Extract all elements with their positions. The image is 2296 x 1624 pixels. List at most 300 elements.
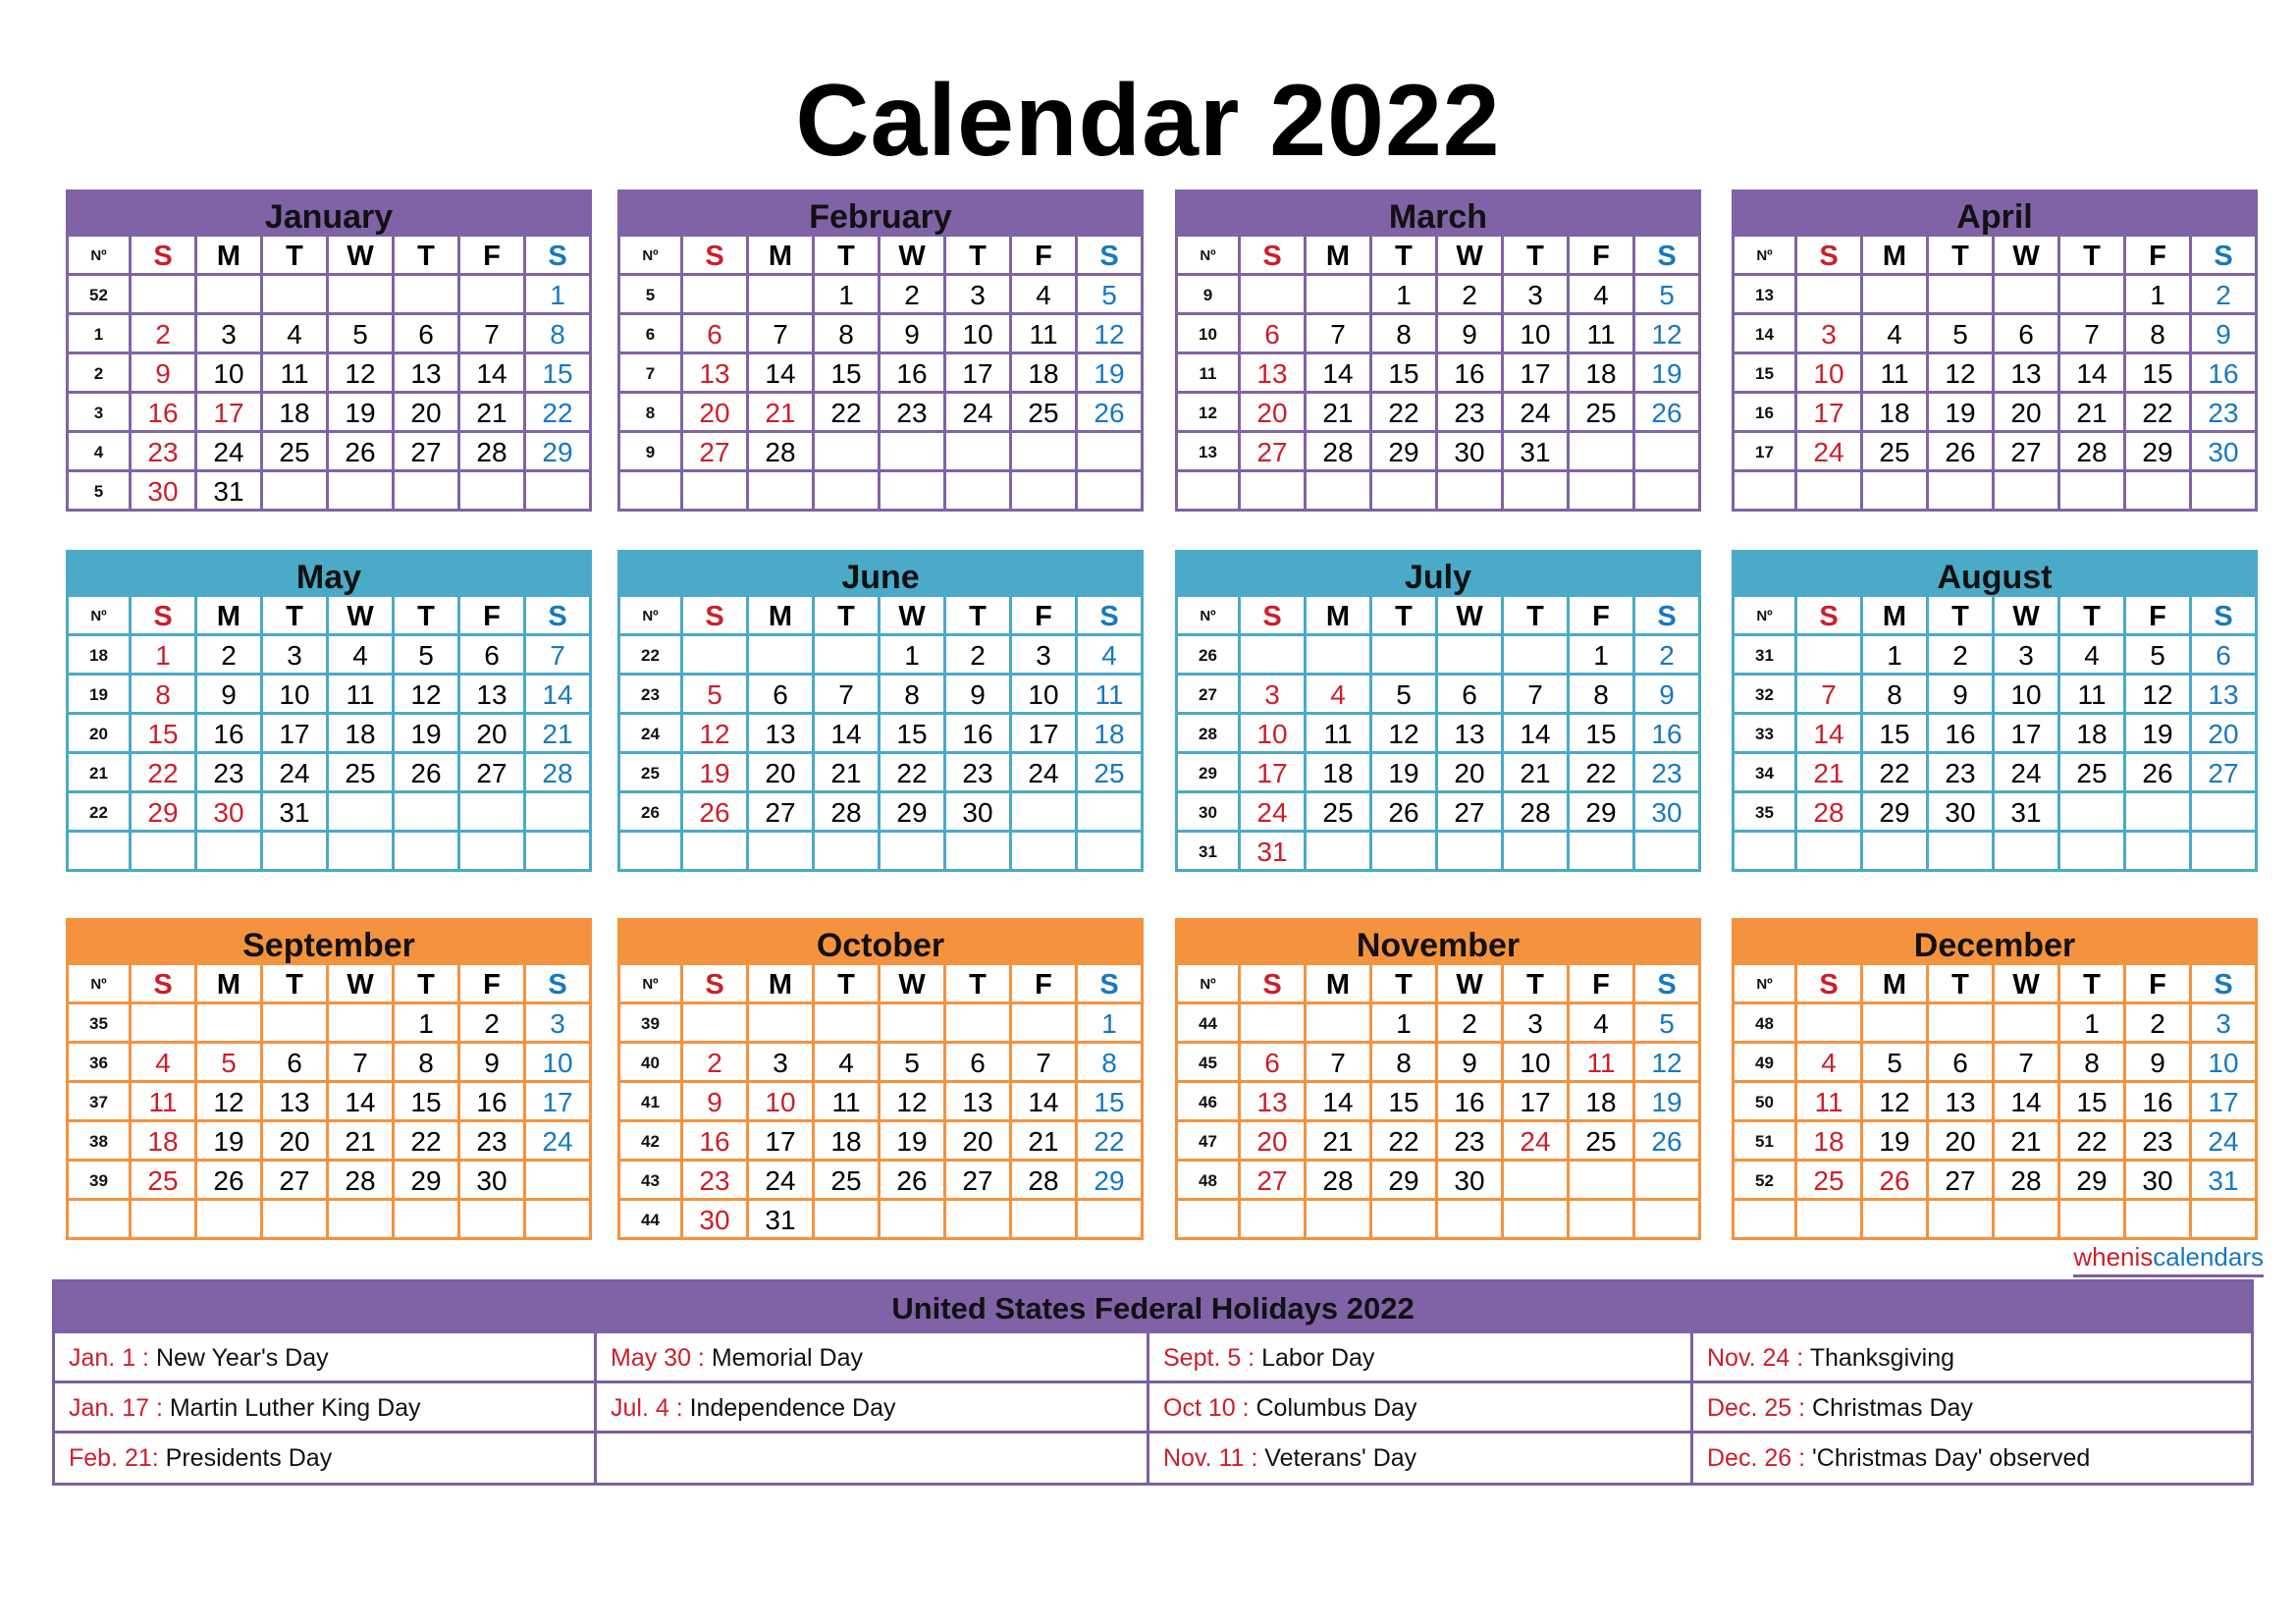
day-cell xyxy=(683,833,749,872)
week-number xyxy=(1732,1201,1797,1240)
day-cell: 9 xyxy=(946,676,1012,715)
week-number-header: Nº xyxy=(617,965,683,1004)
day-cell: 10 xyxy=(526,1044,592,1083)
day-cell: 13 xyxy=(683,354,749,394)
day-cell xyxy=(1504,833,1570,872)
day-cell: 10 xyxy=(2192,1044,2258,1083)
day-cell: 16 xyxy=(1929,715,1995,754)
day-cell: 30 xyxy=(460,1162,526,1201)
day-cell: 23 xyxy=(1635,754,1701,793)
day-cell xyxy=(881,433,946,472)
weekday-header: T xyxy=(1504,597,1570,636)
day-cell: 29 xyxy=(1570,793,1635,833)
month-march xyxy=(1175,189,1701,515)
week-number: 35 xyxy=(1732,793,1797,833)
day-cell: 30 xyxy=(683,1201,749,1240)
weekday-header: F xyxy=(1012,597,1078,636)
day-cell: 20 xyxy=(1929,1122,1995,1162)
week-number: 24 xyxy=(617,715,683,754)
weekday-header: F xyxy=(1012,965,1078,1004)
day-cell xyxy=(2126,833,2192,872)
weekday-header: M xyxy=(749,237,815,276)
week-number xyxy=(66,833,132,872)
day-cell: 25 xyxy=(1797,1162,1863,1201)
week-number: 46 xyxy=(1175,1083,1241,1122)
week-number: 44 xyxy=(1175,1004,1241,1044)
holiday-entry xyxy=(55,1434,594,1484)
weekday-header: T xyxy=(1372,237,1438,276)
day-cell xyxy=(881,833,946,872)
month-grid xyxy=(66,597,592,876)
day-cell: 19 xyxy=(329,394,395,433)
day-cell xyxy=(395,1201,460,1240)
day-cell xyxy=(946,433,1012,472)
weekday-header: T xyxy=(263,237,329,276)
day-cell xyxy=(132,833,197,872)
day-cell: 26 xyxy=(1929,433,1995,472)
week-number: 44 xyxy=(617,1201,683,1240)
weekday-header: S xyxy=(1797,965,1863,1004)
day-cell: 12 xyxy=(1635,1044,1701,1083)
week-number: 6 xyxy=(617,315,683,354)
week-number: 48 xyxy=(1732,1004,1797,1044)
day-cell: 15 xyxy=(881,715,946,754)
month-grid xyxy=(1732,597,2258,876)
day-cell: 3 xyxy=(1241,676,1307,715)
holiday-name: Veterans' Day xyxy=(1257,1444,1417,1472)
day-cell: 21 xyxy=(460,394,526,433)
day-cell: 26 xyxy=(881,1162,946,1201)
day-cell xyxy=(197,833,263,872)
week-number: 39 xyxy=(617,1004,683,1044)
day-cell xyxy=(946,472,1012,512)
day-cell: 8 xyxy=(1570,676,1635,715)
week-number: 38 xyxy=(66,1122,132,1162)
holiday-date: Oct 10 : xyxy=(1163,1394,1250,1422)
day-cell: 8 xyxy=(526,315,592,354)
day-cell: 8 xyxy=(815,315,881,354)
day-cell: 15 xyxy=(1372,1083,1438,1122)
day-cell: 2 xyxy=(1929,636,1995,676)
day-cell: 5 xyxy=(1863,1044,1929,1083)
day-cell: 3 xyxy=(1012,636,1078,676)
day-cell: 28 xyxy=(2060,433,2126,472)
weekday-header: T xyxy=(1929,237,1995,276)
week-number: 43 xyxy=(617,1162,683,1201)
day-cell xyxy=(1241,1004,1307,1044)
day-cell: 19 xyxy=(1078,354,1144,394)
week-number: 9 xyxy=(617,433,683,472)
week-number: 26 xyxy=(617,793,683,833)
day-cell: 5 xyxy=(395,636,460,676)
holiday-date: Nov. 11 : xyxy=(1163,1444,1258,1472)
watermark-part-2: calendars xyxy=(2153,1242,2264,1272)
day-cell xyxy=(1012,793,1078,833)
holiday-date: Dec. 26 : xyxy=(1707,1444,1806,1472)
day-cell: 21 xyxy=(1504,754,1570,793)
day-cell: 22 xyxy=(395,1122,460,1162)
week-number: 22 xyxy=(617,636,683,676)
day-cell: 3 xyxy=(946,276,1012,315)
day-cell: 6 xyxy=(1995,315,2060,354)
day-cell: 5 xyxy=(881,1044,946,1083)
day-cell xyxy=(749,472,815,512)
weekday-header: T xyxy=(815,597,881,636)
day-cell: 5 xyxy=(1929,315,1995,354)
day-cell: 12 xyxy=(1863,1083,1929,1122)
day-cell: 10 xyxy=(946,315,1012,354)
day-cell: 18 xyxy=(263,394,329,433)
day-cell: 22 xyxy=(881,754,946,793)
day-cell: 16 xyxy=(1438,1083,1504,1122)
day-cell: 7 xyxy=(1797,676,1863,715)
month-name: July xyxy=(1175,550,1701,597)
month-grid xyxy=(617,597,1144,876)
holiday-date: Jan. 17 : xyxy=(69,1394,163,1422)
day-cell: 4 xyxy=(815,1044,881,1083)
day-cell: 22 xyxy=(2060,1122,2126,1162)
day-cell xyxy=(1570,433,1635,472)
weekday-header: F xyxy=(460,237,526,276)
day-cell xyxy=(329,276,395,315)
day-cell xyxy=(1863,1201,1929,1240)
day-cell xyxy=(1438,472,1504,512)
day-cell xyxy=(1797,833,1863,872)
day-cell xyxy=(815,1201,881,1240)
day-cell: 10 xyxy=(1797,354,1863,394)
day-cell xyxy=(197,1004,263,1044)
day-cell xyxy=(946,1004,1012,1044)
day-cell: 14 xyxy=(1504,715,1570,754)
day-cell xyxy=(1307,636,1372,676)
day-cell: 15 xyxy=(815,354,881,394)
week-number: 17 xyxy=(1732,433,1797,472)
weekday-header: W xyxy=(1438,237,1504,276)
week-number: 1 xyxy=(66,315,132,354)
day-cell xyxy=(1995,472,2060,512)
day-cell xyxy=(1372,472,1438,512)
week-number: 5 xyxy=(617,276,683,315)
weekday-header: T xyxy=(1929,965,1995,1004)
day-cell: 24 xyxy=(1241,793,1307,833)
day-cell: 29 xyxy=(1863,793,1929,833)
holiday-date: Sept. 5 : xyxy=(1163,1344,1255,1372)
weekday-header: M xyxy=(197,597,263,636)
week-number: 13 xyxy=(1175,433,1241,472)
day-cell: 3 xyxy=(263,636,329,676)
day-cell xyxy=(1241,1201,1307,1240)
day-cell: 2 xyxy=(881,276,946,315)
day-cell: 6 xyxy=(946,1044,1012,1083)
day-cell xyxy=(1078,793,1144,833)
day-cell: 1 xyxy=(815,276,881,315)
day-cell xyxy=(132,1004,197,1044)
weekday-header: S xyxy=(526,965,592,1004)
holiday-name: Martin Luther King Day xyxy=(162,1394,421,1422)
day-cell: 1 xyxy=(1372,1004,1438,1044)
day-cell: 2 xyxy=(683,1044,749,1083)
day-cell: 14 xyxy=(1307,354,1372,394)
weekday-header: S xyxy=(1797,237,1863,276)
day-cell: 25 xyxy=(329,754,395,793)
day-cell: 1 xyxy=(1863,636,1929,676)
day-cell xyxy=(460,276,526,315)
day-cell: 17 xyxy=(526,1083,592,1122)
weekday-header: W xyxy=(1995,237,2060,276)
day-cell: 14 xyxy=(1797,715,1863,754)
day-cell: 16 xyxy=(197,715,263,754)
day-cell xyxy=(1307,472,1372,512)
day-cell xyxy=(749,833,815,872)
day-cell: 11 xyxy=(132,1083,197,1122)
day-cell: 24 xyxy=(1797,433,1863,472)
day-cell: 11 xyxy=(1307,715,1372,754)
day-cell: 6 xyxy=(2192,636,2258,676)
day-cell: 18 xyxy=(815,1122,881,1162)
day-cell: 14 xyxy=(1012,1083,1078,1122)
day-cell: 11 xyxy=(1078,676,1144,715)
weekday-header: M xyxy=(1863,237,1929,276)
day-cell xyxy=(683,276,749,315)
holiday-entry xyxy=(1693,1434,2251,1484)
day-cell: 20 xyxy=(1995,394,2060,433)
week-number: 31 xyxy=(1732,636,1797,676)
day-cell: 11 xyxy=(329,676,395,715)
day-cell xyxy=(2192,1201,2258,1240)
holiday-date: Jul. 4 : xyxy=(611,1394,683,1422)
day-cell xyxy=(1635,433,1701,472)
weekday-header: F xyxy=(2126,965,2192,1004)
day-cell: 3 xyxy=(2192,1004,2258,1044)
day-cell xyxy=(946,833,1012,872)
holidays-title: United States Federal Holidays 2022 xyxy=(55,1282,2251,1333)
day-cell: 31 xyxy=(2192,1162,2258,1201)
day-cell: 6 xyxy=(1241,315,1307,354)
week-number xyxy=(66,1201,132,1240)
day-cell: 27 xyxy=(395,433,460,472)
month-name: November xyxy=(1175,918,1701,965)
day-cell: 1 xyxy=(1078,1004,1144,1044)
day-cell: 13 xyxy=(263,1083,329,1122)
day-cell: 28 xyxy=(1995,1162,2060,1201)
day-cell: 23 xyxy=(881,394,946,433)
day-cell: 15 xyxy=(2060,1083,2126,1122)
day-cell xyxy=(2060,276,2126,315)
day-cell: 18 xyxy=(1570,1083,1635,1122)
holiday-entry xyxy=(55,1383,594,1434)
day-cell: 16 xyxy=(460,1083,526,1122)
day-cell: 24 xyxy=(2192,1122,2258,1162)
watermark-link[interactable] xyxy=(2073,1240,2264,1277)
day-cell: 27 xyxy=(946,1162,1012,1201)
week-number: 13 xyxy=(1732,276,1797,315)
day-cell: 11 xyxy=(1012,315,1078,354)
day-cell: 29 xyxy=(132,793,197,833)
day-cell: 27 xyxy=(1929,1162,1995,1201)
day-cell: 23 xyxy=(460,1122,526,1162)
holiday-entry xyxy=(55,1333,594,1383)
day-cell xyxy=(329,472,395,512)
day-cell: 28 xyxy=(815,793,881,833)
weekday-header: T xyxy=(946,597,1012,636)
day-cell: 4 xyxy=(1078,636,1144,676)
day-cell: 27 xyxy=(263,1162,329,1201)
day-cell: 21 xyxy=(815,754,881,793)
day-cell xyxy=(2126,1201,2192,1240)
day-cell: 4 xyxy=(1307,676,1372,715)
day-cell: 18 xyxy=(1078,715,1144,754)
week-number: 42 xyxy=(617,1122,683,1162)
weekday-header: F xyxy=(2126,237,2192,276)
day-cell xyxy=(815,833,881,872)
day-cell xyxy=(749,276,815,315)
week-number: 19 xyxy=(66,676,132,715)
week-number-header: Nº xyxy=(1175,965,1241,1004)
weekday-header: S xyxy=(132,237,197,276)
week-number: 14 xyxy=(1732,315,1797,354)
day-cell xyxy=(1570,472,1635,512)
day-cell: 16 xyxy=(683,1122,749,1162)
week-number: 52 xyxy=(66,276,132,315)
day-cell: 2 xyxy=(1438,276,1504,315)
day-cell: 6 xyxy=(263,1044,329,1083)
day-cell: 19 xyxy=(1929,394,1995,433)
day-cell xyxy=(1929,1004,1995,1044)
day-cell: 25 xyxy=(1863,433,1929,472)
day-cell xyxy=(526,1201,592,1240)
week-number-header: Nº xyxy=(1732,965,1797,1004)
day-cell: 22 xyxy=(132,754,197,793)
day-cell: 25 xyxy=(132,1162,197,1201)
holiday-name: New Year's Day xyxy=(149,1344,329,1372)
day-cell xyxy=(197,276,263,315)
day-cell: 16 xyxy=(881,354,946,394)
weekday-header: S xyxy=(526,237,592,276)
day-cell: 24 xyxy=(263,754,329,793)
week-number: 18 xyxy=(66,636,132,676)
day-cell: 19 xyxy=(1372,754,1438,793)
day-cell xyxy=(749,1004,815,1044)
day-cell: 21 xyxy=(1995,1122,2060,1162)
week-number: 39 xyxy=(66,1162,132,1201)
week-number: 28 xyxy=(1175,715,1241,754)
week-number: 41 xyxy=(617,1083,683,1122)
day-cell: 7 xyxy=(1995,1044,2060,1083)
weekday-header: W xyxy=(1438,597,1504,636)
week-number: 47 xyxy=(1175,1122,1241,1162)
day-cell: 1 xyxy=(1570,636,1635,676)
day-cell: 19 xyxy=(683,754,749,793)
week-number: 37 xyxy=(66,1083,132,1122)
day-cell: 9 xyxy=(460,1044,526,1083)
day-cell xyxy=(1929,833,1995,872)
day-cell: 23 xyxy=(683,1162,749,1201)
day-cell: 4 xyxy=(1570,276,1635,315)
weekday-header: T xyxy=(946,965,1012,1004)
day-cell: 17 xyxy=(197,394,263,433)
day-cell xyxy=(1797,1201,1863,1240)
day-cell xyxy=(2126,793,2192,833)
day-cell xyxy=(1438,833,1504,872)
day-cell: 30 xyxy=(2192,433,2258,472)
day-cell xyxy=(460,1201,526,1240)
day-cell xyxy=(1012,1201,1078,1240)
day-cell: 11 xyxy=(1570,1044,1635,1083)
day-cell: 30 xyxy=(1438,433,1504,472)
day-cell: 5 xyxy=(1372,676,1438,715)
day-cell: 10 xyxy=(1504,1044,1570,1083)
day-cell: 20 xyxy=(683,394,749,433)
week-number: 51 xyxy=(1732,1122,1797,1162)
week-number-header: Nº xyxy=(1175,237,1241,276)
day-cell: 25 xyxy=(1570,1122,1635,1162)
day-cell: 14 xyxy=(329,1083,395,1122)
day-cell: 18 xyxy=(1012,354,1078,394)
month-name: June xyxy=(617,550,1144,597)
day-cell xyxy=(329,1201,395,1240)
day-cell xyxy=(1012,472,1078,512)
day-cell: 31 xyxy=(1995,793,2060,833)
day-cell: 6 xyxy=(1929,1044,1995,1083)
day-cell: 29 xyxy=(1372,433,1438,472)
day-cell xyxy=(2060,472,2126,512)
day-cell: 9 xyxy=(1635,676,1701,715)
day-cell: 15 xyxy=(526,354,592,394)
day-cell xyxy=(1863,833,1929,872)
day-cell xyxy=(1438,636,1504,676)
weekday-header: T xyxy=(2060,965,2126,1004)
day-cell: 26 xyxy=(329,433,395,472)
day-cell xyxy=(1307,833,1372,872)
day-cell: 10 xyxy=(749,1083,815,1122)
day-cell: 27 xyxy=(683,433,749,472)
day-cell: 3 xyxy=(1797,315,1863,354)
day-cell: 13 xyxy=(749,715,815,754)
day-cell: 8 xyxy=(395,1044,460,1083)
day-cell: 28 xyxy=(1307,433,1372,472)
weekday-header: T xyxy=(1504,237,1570,276)
weekday-header: F xyxy=(460,965,526,1004)
day-cell xyxy=(1995,1004,2060,1044)
day-cell: 27 xyxy=(460,754,526,793)
day-cell: 26 xyxy=(1372,793,1438,833)
day-cell: 10 xyxy=(1995,676,2060,715)
day-cell: 17 xyxy=(1797,394,1863,433)
week-number: 15 xyxy=(1732,354,1797,394)
day-cell: 17 xyxy=(2192,1083,2258,1122)
week-number: 3 xyxy=(66,394,132,433)
day-cell: 9 xyxy=(683,1083,749,1122)
day-cell xyxy=(1307,1004,1372,1044)
day-cell: 25 xyxy=(263,433,329,472)
day-cell xyxy=(1504,472,1570,512)
day-cell: 26 xyxy=(197,1162,263,1201)
day-cell: 17 xyxy=(1241,754,1307,793)
day-cell: 27 xyxy=(749,793,815,833)
weekday-header: F xyxy=(2126,597,2192,636)
day-cell xyxy=(395,276,460,315)
weekday-header: T xyxy=(2060,237,2126,276)
day-cell: 12 xyxy=(1372,715,1438,754)
holiday-name: 'Christmas Day' observed xyxy=(1805,1444,2091,1472)
weekday-header: F xyxy=(460,597,526,636)
day-cell: 22 xyxy=(1372,394,1438,433)
day-cell: 28 xyxy=(526,754,592,793)
weekday-header: T xyxy=(395,965,460,1004)
month-name: April xyxy=(1732,189,2258,237)
week-number xyxy=(1732,472,1797,512)
day-cell: 15 xyxy=(1863,715,1929,754)
